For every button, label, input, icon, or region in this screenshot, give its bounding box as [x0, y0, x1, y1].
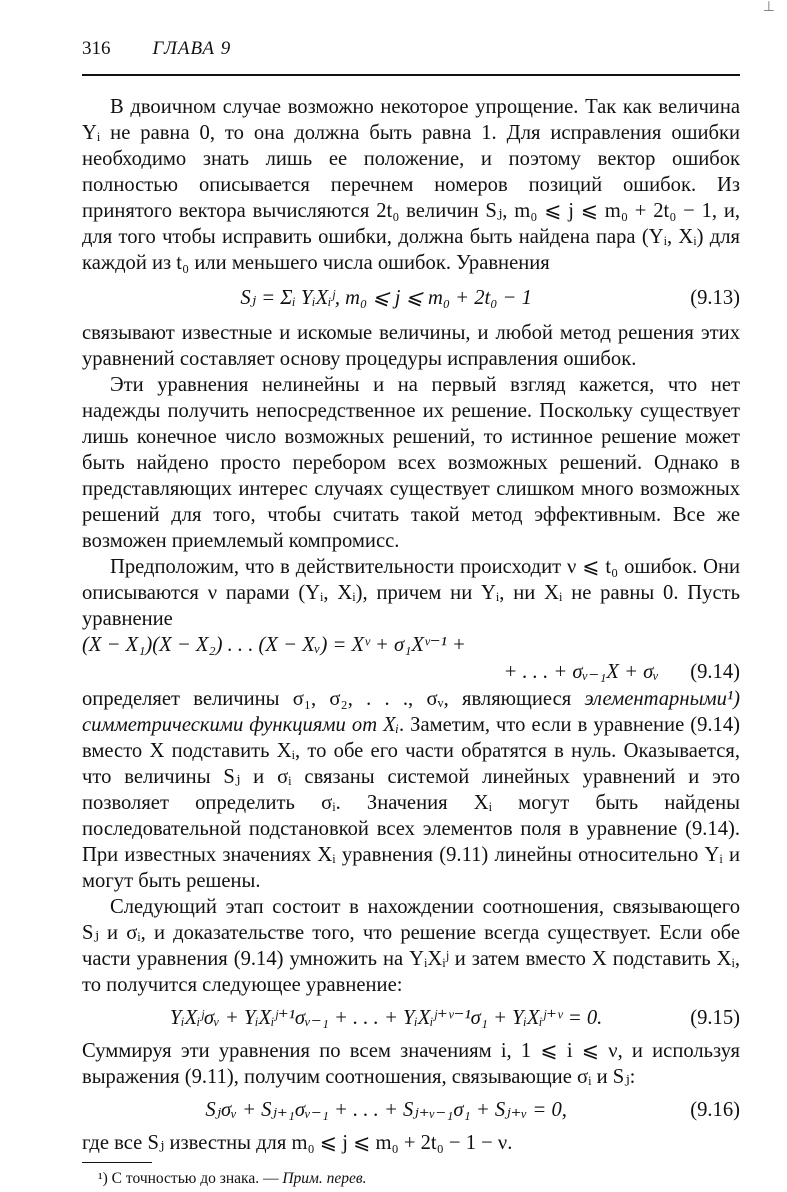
equation-9-16 — [82, 1090, 740, 1130]
running-header — [82, 38, 740, 74]
page-body — [82, 94, 740, 1191]
paragraph-5-emphasis: элементарными¹) симметрическими функциями от Xᵢ — [82, 688, 740, 736]
equation-label: (9.16) — [690, 1099, 740, 1121]
equation-formula: Sⱼ = Σᵢ YᵢXᵢʲ, m₀ ⩽ j ⩽ m₀ + 2t₀ − 1 — [240, 287, 532, 309]
header-rule — [82, 74, 740, 76]
equation-9-14-line-2 — [82, 659, 740, 686]
corner-mark: ⊥ — [762, 0, 775, 15]
paragraph-7: Суммируя эти уравнения по всем значениям i, 1 ⩽ i ⩽ ν, и используя выражения (9.11), получим соотношения, связывающие σᵢ и Sⱼ: — [82, 1040, 740, 1088]
page-number: 316 — [82, 38, 111, 59]
book-page — [82, 38, 740, 1191]
paragraph-5-rest: . Заметим, что если в уравнение (9.14) вместо X подставить Xᵢ, то обе его части обратятся в нуль. Оказывается, что величины Sⱼ и σᵢ связаны системой линейных уравнений и это позволяет определить σᵢ. Значения Xᵢ могут быть найдены последовательной подстановкой всех элементов поля в уравнение (9.14). При известных значениях Xᵢ уравнения (9.11) линейны относительно Yᵢ и могут быть решены. — [82, 714, 741, 892]
equation-formula: Sⱼσᵥ + Sⱼ₊₁σᵥ₋₁ + . . . + Sⱼ₊ᵥ₋₁σ₁ + Sⱼ₊ᵥ = 0, — [205, 1099, 567, 1121]
footnote — [82, 1167, 740, 1191]
footnote-text: ¹) С точностью до знака. — — [98, 1170, 283, 1187]
paragraph-5 — [82, 686, 740, 894]
equation-label: (9.14) — [690, 661, 740, 683]
paragraph-5-start: определяет величины σ₁, σ₂, . . ., σᵥ, являющиеся — [82, 688, 585, 710]
equation-formula: + . . . + σᵥ₋₁X + σᵥ — [503, 661, 660, 683]
footnote-rule — [82, 1162, 152, 1163]
paragraph-2: связывают известные и искомые величины, и любой метод решения этих уравнений составляет основу процедуры исправления ошибок. — [82, 322, 740, 370]
paragraph-3: Эти уравнения нелинейны и на первый взгляд кажется, что нет надежды получить непосредственное их решение. Поскольку существует лишь конечное число возможных решений, то истинное решение может быть найдено просто перебором всех возможных решений. Однако в представляющих интерес случаях существует слишком много возможных решений для того, чтобы считать такой метод эффективным. Все же возможен приемлемый компромисс. — [82, 374, 740, 552]
equation-label: (9.13) — [690, 287, 740, 309]
paragraph-8: где все Sⱼ известны для m₀ ⩽ j ⩽ m₀ + 2t₀ − 1 − ν. — [82, 1132, 513, 1154]
footnote-translator-note: Прим. перев. — [282, 1170, 367, 1187]
paragraph-6: Следующий этап состоит в нахождении соотношения, связывающего Sⱼ и σᵢ, и доказательстве того, что решение всегда существует. Если обе части уравнения (9.14) умножить на YᵢXᵢʲ и затем вместо X подставить Xᵢ, то получится следующее уравнение: — [82, 896, 740, 996]
chapter-title: ГЛАВА 9 — [152, 38, 232, 59]
equation-label: (9.15) — [690, 1007, 740, 1029]
equation-9-14-line-1: (X − X₁)(X − X₂) . . . (X − Xᵥ) = Xᵛ + σ₁Xᵛ⁻¹ + — [82, 634, 466, 656]
equation-9-15 — [82, 998, 740, 1038]
paragraph-1: В двоичном случае возможно некоторое упрощение. Так как величина Yᵢ не равна 0, то она должна быть равна 1. Для исправления ошибки необходимо знать лишь ее положение, и поэтому вектор ошибок полностью описывается перечнем номеров позиций ошибок. Из принятого вектора вычисляются 2t₀ величин Sⱼ, m₀ ⩽ j ⩽ m₀ + 2t₀ − 1, и, для того чтобы исправить ошибки, должна быть найдена пара (Yᵢ, Xᵢ) для каждой из t₀ или меньшего числа ошибок. Уравнения — [82, 96, 740, 274]
equation-formula: YᵢXᵢʲσᵥ + YᵢXᵢʲ⁺¹σᵥ₋₁ + . . . + YᵢXᵢʲ⁺ᵛ⁻¹σ₁ + YᵢXᵢʲ⁺ᵛ = 0. — [169, 1007, 603, 1029]
equation-9-13 — [82, 276, 740, 320]
paragraph-4: Предположим, что в действительности происходит ν ⩽ t₀ ошибок. Они описываются ν парами (Yᵢ, Xᵢ), причем ни Yᵢ, ни Xᵢ не равны 0. Пусть уравнение — [82, 556, 740, 630]
